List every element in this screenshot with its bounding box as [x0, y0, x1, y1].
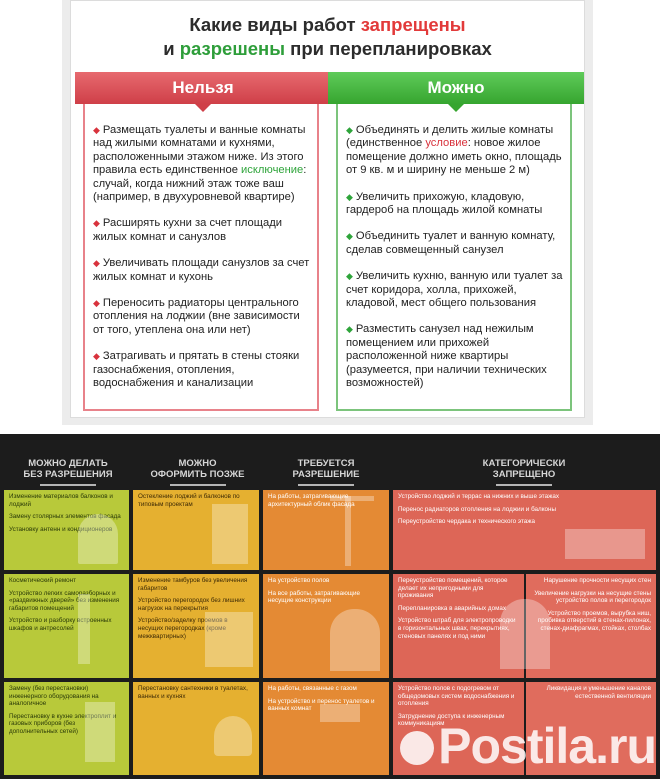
title-part: и [163, 38, 180, 59]
list-item [93, 297, 311, 337]
cell-permit-row1 [263, 490, 389, 570]
chart-cell-text: Установку антенн и кондиционеров [9, 525, 113, 533]
item-text: Объединить туалет и ванную комнату, сделав совмещенный санузел [346, 230, 556, 256]
paint-roller-icon [78, 594, 90, 664]
top-infographic [62, 0, 593, 425]
item-text: : новое жилое помещение должно иметь окно, площадь от 9 кв. м и ширину не меньше 2 м) [346, 137, 562, 177]
list-item [346, 323, 564, 390]
list-item [346, 230, 564, 257]
item-text: Увеличить прихожую, кладовую, гардероб на площадь жилой комнаты [346, 190, 543, 217]
chart-cell-text: Устройство легких саморазборных и «раздвижных дверей» без изменения габаритов помещений [9, 589, 120, 612]
crane-icon [345, 496, 351, 566]
diamond-bullet-icon: ◆ [346, 324, 353, 335]
permissions-chart [0, 434, 660, 779]
chart-cell-text: Перепланировка в аварийных домах [398, 604, 507, 612]
diamond-bullet-icon: ◆ [346, 271, 353, 282]
item-text: Размещать туалеты и ванные комнаты над жилыми комнатами и кухнями, расположенными этажом ниже. Из этого правила есть единственное [93, 124, 306, 177]
title-part: при перепланировках [285, 38, 492, 59]
chart-cell-text: Переустройство чердака и технического этажа [398, 518, 535, 526]
title-forbidden-word: запрещены [360, 14, 466, 35]
chart-cell-text: Устройство и разборку встроенных шкафов и антресолей [9, 617, 112, 632]
item-text: Разместить санузел над нежилым помещением или прихожей расположенной ниже квартиры (разумеется, при наличии технических возможностей) [346, 323, 547, 390]
chart-cell-text: Остекление лоджий и балконов по типовым проектам [138, 493, 240, 508]
chart-cell-text: Устройство полов с подогревом от общедомовых систем водоснабжения и отопления [398, 685, 515, 708]
toilet-icon [214, 716, 252, 756]
item-highlight: условие [425, 137, 468, 150]
header-forbidden: КАТЕГОРИЧЕСКИ ЗАПРЕЩЕНО [392, 458, 656, 486]
chart-cell-text: На работы, связанные с газом [268, 685, 357, 692]
chart-cell-text: Изменение материалов балконов и лоджий [9, 493, 113, 508]
item-text: : случай, когда нижний этаж тоже ваш (например, в двухуровневой квартире) [93, 164, 307, 204]
list-item [346, 191, 564, 218]
list-item [93, 350, 311, 390]
infographic-card [70, 0, 585, 418]
header-later: МОЖНО ОФОРМИТЬ ПОЗЖЕ [140, 458, 255, 486]
item-text: Увеличить кухню, ванную или туалет за счет коридора, холла, прихожей, кладовой, мест общего пользования [346, 270, 563, 310]
list-item [346, 124, 564, 178]
cell-can-do-row2 [4, 574, 129, 678]
allowed-header: Можно [328, 72, 584, 104]
chart-cell-text: Переустройство помещений, которое делает их непригодными для проживания [398, 577, 508, 600]
chart-cell-text: Косметический ремонт [9, 577, 77, 584]
chart-cell-text: Нарушение прочности несущих стен [543, 577, 651, 584]
item-text: Увеличивать площади санузлов за счет жилых комнат и кухонь [93, 257, 310, 283]
chart-cell-text: Замену (без перестановки) инженерного оборудования на аналогичное [9, 685, 99, 708]
diamond-bullet-icon: ◆ [346, 191, 353, 202]
list-item [93, 257, 311, 284]
chart-cell-text: На работы, затрагивающие архитектурный облик фасада [268, 493, 355, 508]
chart-cell-text: На устройство и перенос туалетов и ванных комнат [268, 697, 375, 713]
list-item [346, 270, 564, 310]
chart-cell-text: Перестановку в кухне электроплит и газовых приборов (без дополнительных сетей) [9, 712, 117, 735]
pliers-icon [85, 702, 115, 762]
watermark-text: Postila.ru [438, 718, 656, 774]
forbidden-list [93, 124, 311, 404]
chart-cell-text: Устройство перегородок без лишних нагрузок на перекрытия [138, 597, 245, 612]
forbidden-column [83, 76, 319, 411]
diamond-bullet-icon: ◆ [93, 125, 100, 135]
item-text: Объединять и делить жилые комнаты (единственное [346, 124, 554, 150]
item-text: Расширять кухни за счет площади жилых комнат и санузлов [93, 217, 282, 243]
diamond-bullet-icon: ◆ [93, 351, 100, 362]
diamond-bullet-icon: ◆ [93, 218, 100, 229]
chart-cell-text: Устройство/заделку проемов в несущих перегородках (кроме межквартирных) [138, 617, 228, 640]
pipe-icon [320, 704, 360, 722]
crane-arm-icon [330, 496, 374, 501]
chart-cell-text: Перенос радиаторов отопления на лоджии и балконы [398, 505, 557, 513]
allowed-column [336, 76, 572, 411]
slab-icon [565, 529, 645, 559]
allowed-list [346, 124, 564, 404]
cell-permit-row3 [263, 682, 389, 775]
builder-icon [330, 609, 380, 671]
watermark-logo [400, 717, 656, 775]
title-part: Какие виды работ [189, 14, 361, 35]
chart-cell-text: На все работы, затрагивающие несущие конструкции [268, 589, 361, 605]
worker-drill-icon [500, 599, 550, 669]
chart-cell-text: Устройство штраб для электропроводки в горизонтальных швах, перекрытиях, стеновых панелях и под ними [398, 617, 516, 640]
list-item [93, 124, 311, 204]
title-allowed-word: разрешены [179, 38, 286, 59]
chart-cell-text: Устройство проемов, вырубка ниш, пробивка отверстий в стенах-пилонах, стенах-диафрагмах, стойках, столбах [537, 609, 651, 632]
infographic-title [71, 13, 584, 61]
window-icon [212, 504, 248, 564]
chart-cell-text: Затруднение доступа к инженерным коммуникациям [398, 712, 505, 728]
diamond-bullet-icon: ◆ [93, 258, 100, 269]
diamond-bullet-icon: ◆ [93, 298, 100, 309]
chart-cell-text: Перестановку сантехники в туалетах, ванных и кухнях [138, 685, 248, 700]
item-text: Затрагивать и прятать в стены стояки газоснабжения, отопления, водоснабжения и канализации [93, 350, 300, 390]
chart-cell-text: На устройство полов [268, 577, 330, 584]
chart-cell-text: Увеличение нагрузки на несущие стены устройство полов и перегородок [534, 589, 651, 605]
brick-wall-icon [205, 612, 253, 667]
header-can-do: МОЖНО ДЕЛАТЬ БЕЗ РАЗРЕШЕНИЯ [8, 458, 128, 486]
chart-cell-text: Устройство лоджий и террас на нижних и выше этажах [398, 493, 559, 500]
worker-silhouette-icon [78, 514, 118, 564]
diamond-bullet-icon: ◆ [346, 231, 353, 242]
chart-cell-text: Ликвидация и уменьшение каналов естественной вентиляции [546, 685, 651, 700]
item-highlight: исключение [241, 164, 304, 177]
item-text: Переносить радиаторы центрального отопления на лоджии (вне зависимости от того, утеплена она или нет) [93, 297, 300, 336]
chart-cell-text: Изменение тамбуров без увеличения габаритов [138, 577, 248, 592]
list-item [93, 217, 311, 244]
header-permit: ТРЕБУЕТСЯ РАЗРЕШЕНИЕ [262, 458, 390, 486]
chart-cell-text: Замену столярных элементов фасада [9, 513, 121, 521]
diamond-bullet-icon: ◆ [346, 125, 353, 135]
watermark-icon [400, 731, 434, 765]
forbidden-header: Нельзя [75, 72, 331, 104]
